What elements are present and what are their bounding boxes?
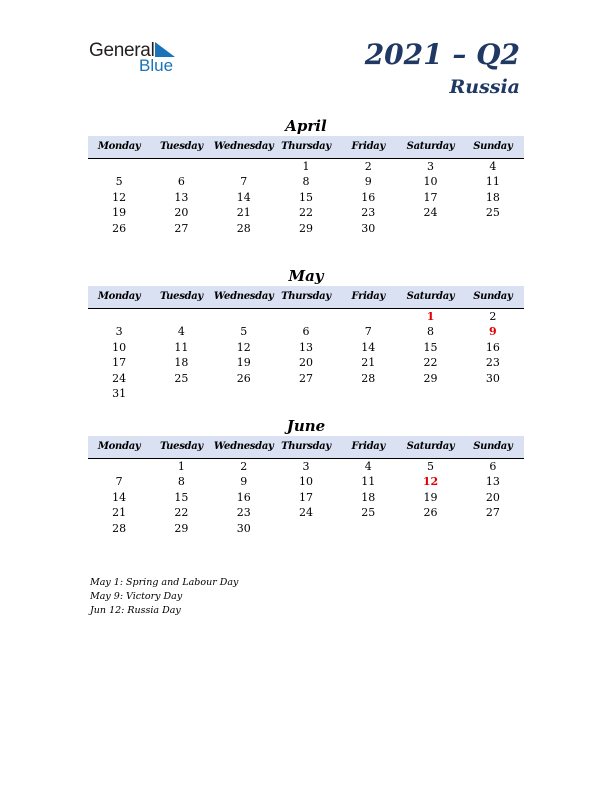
- day-cell: 1: [177, 460, 185, 473]
- day-cell: 21: [361, 356, 376, 370]
- week-row: [88, 459, 524, 474]
- day-cell: 1: [302, 160, 310, 173]
- country-name: Russia: [449, 76, 520, 98]
- logo-flag-icon: [155, 42, 175, 57]
- generalblue-logo: [89, 40, 189, 76]
- weekday-label: Saturday: [406, 291, 455, 302]
- day-cell: [337, 309, 399, 324]
- day-cell: 27: [485, 506, 500, 520]
- day-cell: 9: [240, 475, 248, 489]
- day-cell: [337, 521, 399, 536]
- day-cell: [150, 159, 212, 174]
- day-cell: 28: [112, 521, 127, 535]
- day-cell: 17: [112, 356, 127, 370]
- day-cell: 11: [174, 340, 189, 354]
- day-cell: [213, 309, 275, 324]
- day-cell: 9: [489, 325, 497, 339]
- day-cell: 16: [485, 340, 500, 354]
- day-cell: 7: [364, 325, 372, 339]
- logo-blue-text: Blue: [139, 56, 174, 75]
- holiday-note: May 9: Victory Day: [90, 591, 183, 602]
- day-cell: 6: [489, 460, 497, 473]
- day-cell: 3: [427, 160, 435, 173]
- day-cell: [213, 159, 275, 174]
- day-cell: 18: [361, 490, 376, 504]
- day-cell: 8: [302, 175, 310, 189]
- day-cell: 3: [302, 460, 310, 473]
- weekday-header: [88, 136, 524, 159]
- day-cell: 20: [485, 490, 500, 504]
- day-cell: 16: [361, 190, 376, 204]
- weekday-label: Saturday: [406, 141, 455, 152]
- weekday-label: Monday: [97, 141, 141, 152]
- day-cell: 11: [361, 475, 376, 489]
- day-cell: 28: [361, 371, 376, 385]
- day-cell: 15: [298, 190, 313, 204]
- weekday-label: Saturday: [406, 441, 455, 452]
- day-cell: [399, 521, 461, 536]
- month-name: April: [285, 117, 327, 135]
- weekday-label: Wednesday: [213, 441, 274, 452]
- day-cell: 9: [364, 175, 372, 189]
- day-cell: 6: [177, 175, 185, 189]
- day-cell: 5: [427, 460, 435, 473]
- weekday-label: Wednesday: [213, 291, 274, 302]
- day-cell: [150, 386, 212, 401]
- day-cell: 15: [423, 340, 438, 354]
- day-cell: 15: [174, 490, 189, 504]
- weekday-header: [88, 436, 524, 459]
- day-cell: 12: [236, 340, 251, 354]
- day-cell: [275, 309, 337, 324]
- weekday-label: Sunday: [473, 441, 513, 452]
- day-cell: 14: [236, 190, 251, 204]
- day-cell: 7: [240, 175, 248, 189]
- day-cell: 10: [423, 175, 438, 189]
- weekday-label: Monday: [97, 441, 141, 452]
- day-cell: 29: [174, 521, 189, 535]
- day-cell: [462, 386, 524, 401]
- day-cell: 27: [174, 221, 189, 235]
- day-cell: 4: [364, 460, 372, 473]
- week-row: [88, 174, 524, 189]
- month-name: June: [286, 417, 326, 435]
- month-block: [88, 266, 524, 401]
- day-cell: 1: [426, 310, 435, 323]
- day-cell: 27: [298, 371, 313, 385]
- day-cell: 17: [423, 190, 438, 204]
- day-cell: [399, 386, 461, 401]
- day-cell: 10: [112, 340, 127, 354]
- day-cell: 14: [112, 490, 127, 504]
- day-cell: 26: [236, 371, 251, 385]
- day-cell: 29: [423, 371, 438, 385]
- day-cell: 21: [236, 206, 251, 220]
- day-cell: 2: [240, 460, 248, 473]
- weekday-label: Sunday: [473, 291, 513, 302]
- weekday-label: Tuesday: [159, 291, 203, 302]
- week-row: [88, 340, 524, 355]
- day-cell: 26: [112, 221, 127, 235]
- day-cell: 22: [174, 506, 189, 520]
- month-block: [88, 116, 524, 236]
- day-cell: 5: [115, 175, 123, 189]
- holiday-note: May 1: Spring and Labour Day: [90, 577, 239, 588]
- weekday-label: Wednesday: [213, 141, 274, 152]
- week-row: [88, 371, 524, 386]
- logo-general-text: General: [89, 40, 155, 61]
- week-row: [88, 309, 524, 324]
- week-row: [88, 324, 524, 339]
- day-cell: 5: [240, 325, 248, 339]
- day-cell: [275, 521, 337, 536]
- day-cell: 20: [298, 356, 313, 370]
- month-name: May: [288, 267, 324, 285]
- day-cell: [150, 309, 212, 324]
- week-row: [88, 221, 524, 236]
- day-cell: 21: [112, 506, 127, 520]
- weekday-label: Friday: [351, 291, 385, 302]
- week-row: [88, 474, 524, 489]
- day-cell: 10: [298, 475, 313, 489]
- weekday-label: Thursday: [281, 441, 331, 452]
- day-cell: 30: [236, 521, 251, 535]
- holiday-notes: [90, 576, 238, 618]
- day-cell: 29: [298, 221, 313, 235]
- day-cell: 6: [302, 325, 310, 339]
- week-row: [88, 490, 524, 505]
- day-cell: 23: [236, 506, 251, 520]
- day-cell: 25: [485, 206, 500, 220]
- day-cell: 25: [361, 506, 376, 520]
- day-cell: 2: [489, 310, 497, 323]
- week-row: [88, 159, 524, 174]
- day-cell: 18: [174, 356, 189, 370]
- day-cell: 23: [361, 206, 376, 220]
- page-title: 2021 – Q2: [364, 38, 520, 71]
- day-cell: 13: [485, 475, 500, 489]
- weekday-label: Friday: [351, 441, 385, 452]
- day-cell: 26: [423, 506, 438, 520]
- day-cell: 18: [485, 190, 500, 204]
- day-cell: 22: [298, 206, 313, 220]
- day-cell: 3: [115, 325, 123, 339]
- day-cell: 16: [236, 490, 251, 504]
- week-row: [88, 205, 524, 220]
- month-block: [88, 416, 524, 536]
- day-cell: 23: [485, 356, 500, 370]
- day-cell: 20: [174, 206, 189, 220]
- day-cell: 12: [422, 475, 439, 489]
- day-cell: [213, 386, 275, 401]
- weekday-label: Thursday: [281, 141, 331, 152]
- day-cell: 2: [364, 160, 372, 173]
- day-cell: [337, 386, 399, 401]
- day-cell: [275, 386, 337, 401]
- day-cell: 28: [236, 221, 251, 235]
- day-cell: [88, 309, 150, 324]
- holiday-note: Jun 12: Russia Day: [90, 605, 181, 616]
- weekday-label: Friday: [351, 141, 385, 152]
- week-row: [88, 505, 524, 520]
- day-cell: 11: [485, 175, 500, 189]
- day-cell: [462, 221, 524, 236]
- weekday-label: Sunday: [473, 141, 513, 152]
- day-cell: 4: [177, 325, 185, 339]
- day-cell: 22: [423, 356, 438, 370]
- day-cell: 24: [112, 371, 127, 385]
- week-row: [88, 190, 524, 205]
- day-cell: [88, 159, 150, 174]
- weekday-label: Tuesday: [159, 141, 203, 152]
- week-row: [88, 355, 524, 370]
- weekday-label: Thursday: [281, 291, 331, 302]
- week-row: [88, 521, 524, 536]
- day-cell: 30: [485, 371, 500, 385]
- day-cell: 13: [298, 340, 313, 354]
- day-cell: 8: [427, 325, 435, 339]
- day-cell: 30: [361, 221, 376, 235]
- day-cell: 17: [298, 490, 313, 504]
- day-cell: [399, 221, 461, 236]
- day-cell: 25: [174, 371, 189, 385]
- day-cell: 13: [174, 190, 189, 204]
- day-cell: 19: [236, 356, 251, 370]
- day-cell: 19: [423, 490, 438, 504]
- day-cell: 24: [423, 206, 438, 220]
- day-cell: [462, 521, 524, 536]
- day-cell: 7: [115, 475, 123, 489]
- weekday-header: [88, 286, 524, 309]
- day-cell: 24: [298, 506, 313, 520]
- day-cell: 8: [177, 475, 185, 489]
- day-cell: 4: [489, 160, 497, 173]
- day-cell: 14: [361, 340, 376, 354]
- week-row: [88, 386, 524, 401]
- day-cell: 19: [112, 206, 127, 220]
- day-cell: 12: [112, 190, 127, 204]
- weekday-label: Monday: [97, 291, 141, 302]
- weekday-label: Tuesday: [159, 441, 203, 452]
- day-cell: [88, 459, 150, 474]
- day-cell: 31: [112, 386, 127, 400]
